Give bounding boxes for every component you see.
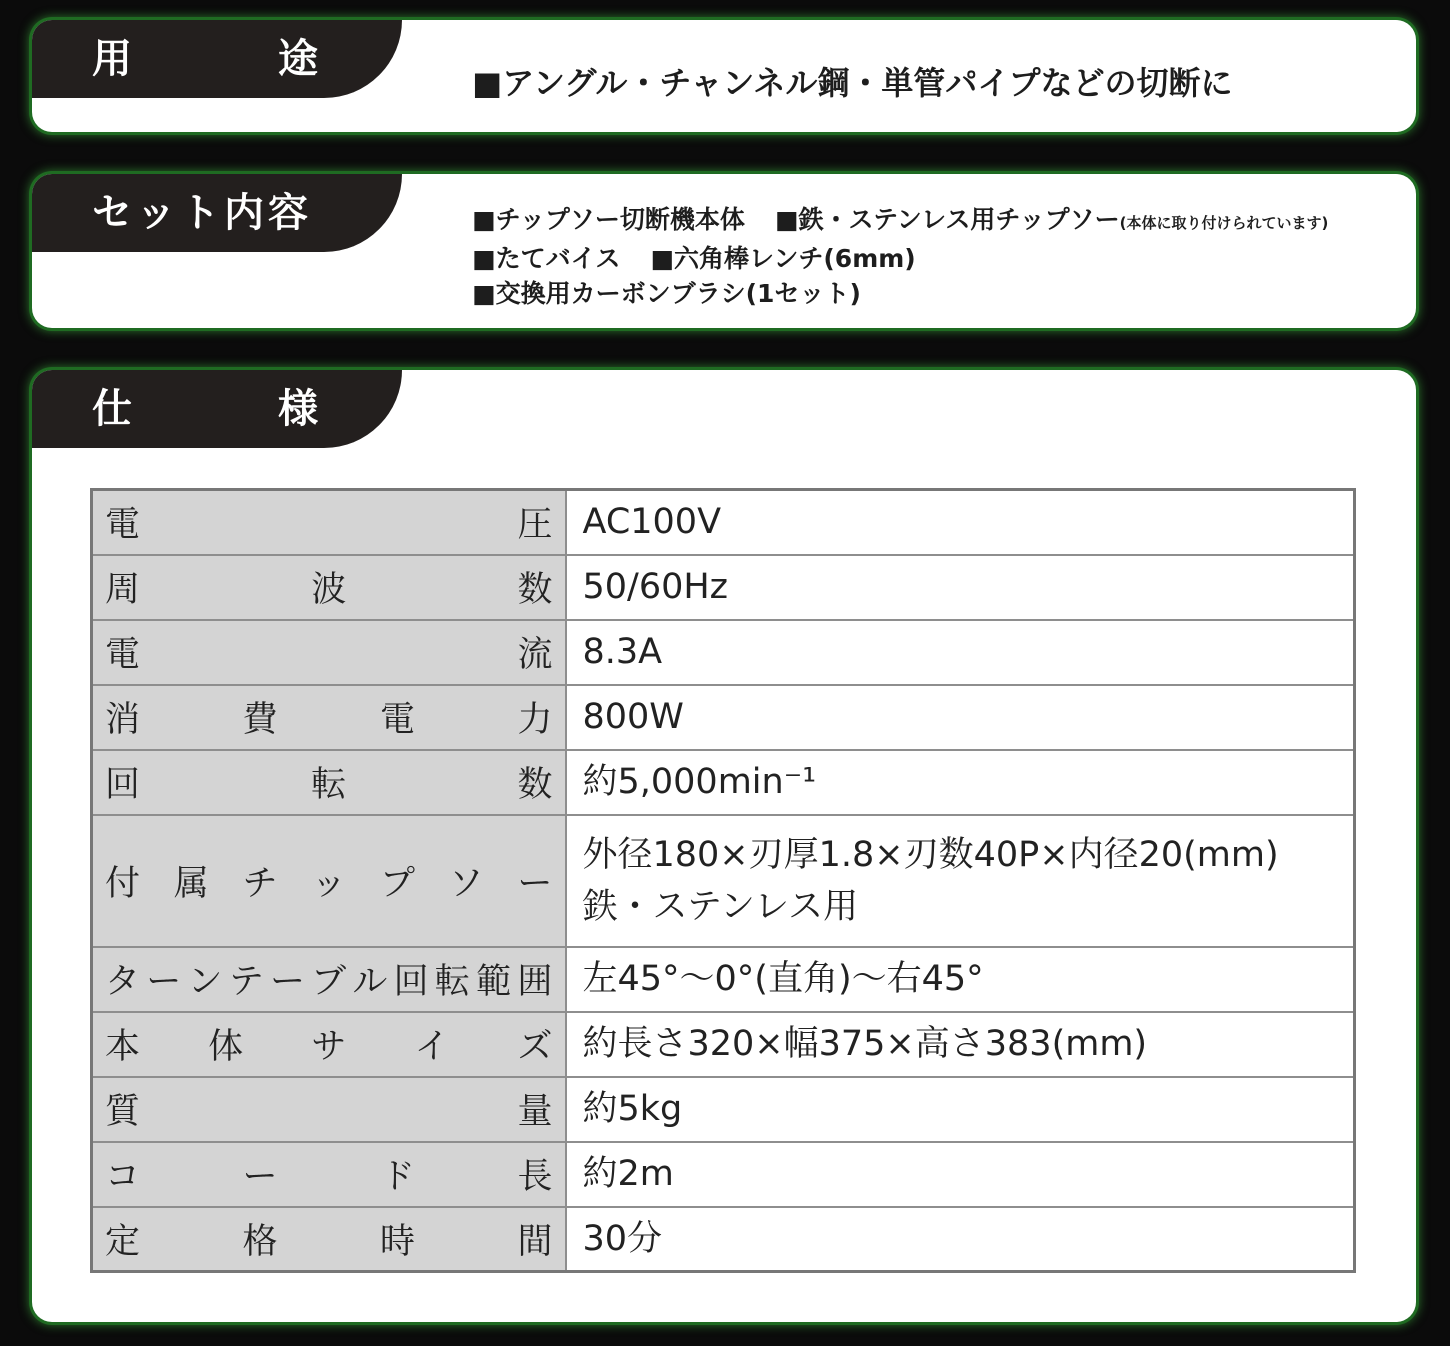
- spec-value-cell: [566, 1207, 1355, 1272]
- spec-label-cell: [92, 685, 566, 750]
- spec-label: [105, 757, 553, 807]
- set-item-note: (本体に取り付けられています): [1119, 214, 1329, 232]
- spec-label-cell: [92, 750, 566, 815]
- set-item-hex-wrench: ■六角棒レンチ(6mm): [650, 244, 916, 273]
- spec-row: [92, 947, 1355, 1012]
- spec-label: [105, 627, 553, 677]
- spec-label-char: 長: [517, 1157, 553, 1197]
- spec-value: 30分: [582, 1218, 663, 1259]
- spec-label-char: 間: [517, 1221, 553, 1262]
- set-item-saw-blade: ■鉄・ステンレス用チップソー: [774, 205, 1120, 234]
- spec-label-char: 圧: [517, 505, 553, 546]
- spec-label-char: ソ: [448, 863, 484, 904]
- spec-value: 800W: [582, 697, 684, 737]
- use-panel: [32, 20, 1416, 132]
- set-line-2: [472, 241, 1328, 276]
- spec-label-char: サ: [311, 1027, 347, 1067]
- spec-label-char: テ: [228, 962, 264, 1002]
- spec-label-char: ー: [517, 863, 553, 904]
- spec-label-char: イ: [414, 1027, 450, 1067]
- spec-row: [92, 1142, 1355, 1207]
- use-description: ■アングル・チャンネル鋼・単管パイプなどの切断に: [472, 64, 1233, 102]
- spec-label-char: 定: [105, 1221, 141, 1262]
- spec-label-char: 本: [105, 1027, 141, 1067]
- spec-label-char: プ: [379, 863, 415, 904]
- spec-label-char: 波: [311, 570, 347, 610]
- spec-label-char: 属: [173, 863, 209, 904]
- spec-value-cell: [566, 1142, 1355, 1207]
- spec-value-cell: [566, 750, 1355, 815]
- spec-value: 約2m: [582, 1154, 674, 1194]
- spec-label-char: ー: [146, 962, 182, 1002]
- spec-label: [105, 954, 553, 1004]
- spec-value-cell: [566, 1077, 1355, 1142]
- spec-row: [92, 750, 1355, 815]
- spec-value: 左45°〜0°(直角)〜右45°: [582, 959, 984, 999]
- spec-label-char: 囲: [517, 962, 553, 1002]
- spec-label: [105, 1019, 553, 1069]
- set-item-carbon-brush: ■交換用カーボンブラシ(1セット): [472, 279, 861, 308]
- spec-value-cell: [566, 620, 1355, 685]
- spec-label-cell: [92, 1012, 566, 1077]
- spec-label-char: 流: [517, 635, 553, 675]
- spec-label-char: ズ: [517, 1027, 553, 1067]
- spec-label: [105, 497, 553, 547]
- spec-row: [92, 620, 1355, 685]
- spec-label-cell: [92, 1207, 566, 1272]
- spec-value: 50/60Hz: [582, 567, 729, 607]
- spec-label-char: コ: [105, 1157, 141, 1197]
- spec-label: [105, 1149, 553, 1199]
- spec-label-char: 力: [517, 700, 553, 740]
- spec-label-char: 費: [242, 700, 278, 740]
- spec-label-cell: [92, 1142, 566, 1207]
- spec-label-char: ル: [352, 962, 388, 1002]
- spec-label-cell: [92, 947, 566, 1012]
- spec-tab: [32, 370, 402, 448]
- spec-label-char: 周: [105, 570, 141, 610]
- spec-value-cell: [566, 815, 1355, 947]
- spec-label-char: ン: [187, 962, 223, 1002]
- spec-label-char: ド: [379, 1157, 415, 1197]
- spec-row: [92, 555, 1355, 620]
- spec-label: [105, 1214, 553, 1264]
- set-contents-list: [472, 202, 1328, 311]
- spec-label-cell: [92, 1077, 566, 1142]
- spec-label-cell: [92, 555, 566, 620]
- spec-value: 約5,000min⁻¹: [582, 762, 817, 802]
- use-tab-char: 途: [278, 36, 322, 82]
- spec-value: 8.3A: [582, 632, 663, 672]
- spec-label: [105, 692, 553, 742]
- spec-label-char: 量: [517, 1092, 553, 1132]
- spec-label-cell: [92, 620, 566, 685]
- spec-value-cell: [566, 555, 1355, 620]
- use-tab-char: 用: [92, 36, 136, 82]
- spec-label-char: 電: [379, 700, 415, 740]
- spec-label-char: タ: [105, 962, 141, 1002]
- set-contents-tab: セット内容: [32, 174, 402, 252]
- spec-row: [92, 685, 1355, 750]
- spec-label-char: 範: [476, 962, 512, 1002]
- spec-label-char: 回: [105, 765, 141, 805]
- spec-label-cell: [92, 815, 566, 947]
- spec-label-char: 数: [517, 765, 553, 805]
- spec-value-cell: [566, 490, 1355, 555]
- spec-label-char: 電: [105, 635, 141, 675]
- set-item-vise: ■たてバイス: [472, 244, 621, 273]
- use-tab: [32, 20, 402, 98]
- spec-label-char: ー: [269, 962, 305, 1002]
- set-contents-panel: [32, 174, 1416, 328]
- spec-label-char: チ: [242, 863, 278, 904]
- spec-row: [92, 1207, 1355, 1272]
- spec-value-cell: [566, 1012, 1355, 1077]
- spec-tab-char: 様: [278, 386, 322, 432]
- spec-label-char: 消: [105, 700, 141, 740]
- set-item-main-unit: ■チップソー切断機本体: [472, 205, 745, 234]
- spec-row: [92, 815, 1355, 947]
- spec-table: [90, 488, 1356, 1273]
- spec-row: [92, 490, 1355, 555]
- spec-label-char: ッ: [311, 863, 347, 904]
- set-line-3: [472, 276, 1328, 311]
- spec-panel: [32, 370, 1416, 1322]
- spec-label-cell: [92, 490, 566, 555]
- spec-label: [105, 1084, 553, 1134]
- spec-label-char: ブ: [311, 962, 347, 1002]
- spec-label-char: 格: [242, 1221, 278, 1262]
- spec-value: 外径180×刃厚1.8×刃数40P×内径20(mm): [582, 834, 1279, 875]
- spec-value-cell: [566, 947, 1355, 1012]
- spec-value: AC100V: [582, 502, 722, 543]
- spec-label-char: 回: [393, 962, 429, 1002]
- spec-label-char: 電: [105, 505, 141, 546]
- spec-label: [105, 562, 553, 612]
- set-line-1: [472, 202, 1328, 241]
- spec-label-char: 付: [105, 863, 141, 904]
- spec-value: 約長さ320×幅375×高さ383(mm): [582, 1024, 1148, 1064]
- spec-value: 約5kg: [582, 1089, 683, 1129]
- spec-label-char: 数: [517, 570, 553, 610]
- spec-label-char: ー: [242, 1157, 278, 1197]
- spec-label-char: 質: [105, 1092, 141, 1132]
- spec-tab-char: 仕: [92, 386, 136, 432]
- spec-row: [92, 1077, 1355, 1142]
- spec-label: [105, 856, 553, 906]
- spec-label-char: 時: [379, 1221, 415, 1262]
- spec-row: [92, 1012, 1355, 1077]
- spec-label-char: 体: [208, 1027, 244, 1067]
- spec-value: 鉄・ステンレス用: [582, 886, 859, 927]
- spec-label-char: 転: [434, 962, 470, 1002]
- spec-label-char: 転: [311, 765, 347, 805]
- spec-value-cell: [566, 685, 1355, 750]
